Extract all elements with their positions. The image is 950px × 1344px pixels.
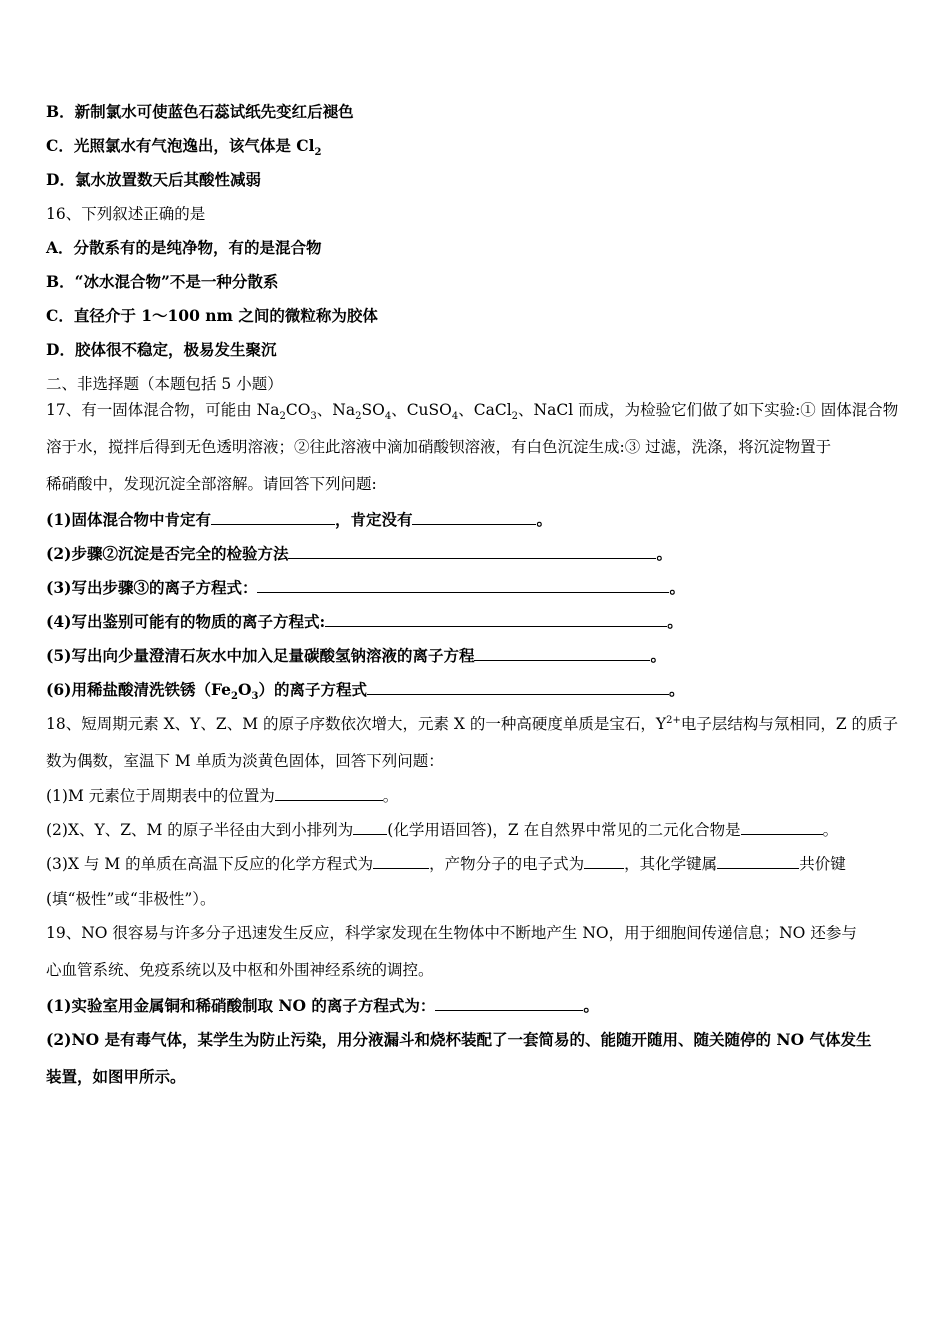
answer-blank[interactable]	[288, 543, 656, 559]
text: 。	[669, 578, 685, 597]
text: (2)X、Y、Z、M 的原子半径由大到小排列为	[46, 821, 354, 839]
text: (填“极性”或“非极性”）。	[46, 890, 216, 908]
text: 19、NO 很容易与许多分子迅速发生反应，科学家发现在生物体中不断地产生 NO，用于细胞间传递信息；NO 还参与	[46, 924, 857, 942]
answer-blank[interactable]	[717, 853, 799, 869]
q15-option-c	[46, 136, 322, 159]
text: 。	[667, 612, 683, 631]
answer-blank[interactable]	[275, 785, 383, 801]
q16-option-c-text: C．直径介于 1～100 nm 之间的微粒称为胶体	[46, 306, 378, 325]
answer-blank[interactable]	[325, 611, 667, 627]
text: ）的离子方程式	[258, 680, 367, 699]
q19-stem-line1	[46, 923, 857, 943]
q16-option-c	[46, 306, 378, 326]
q19-part2-line2	[46, 1067, 186, 1087]
superscript: 2+	[666, 714, 681, 726]
text: 。	[382, 787, 399, 805]
q15-option-b	[46, 102, 354, 122]
text: 、NaCl 而成，为检验它们做了如下实验:① 固体混合物	[518, 401, 899, 419]
text: (1)M 元素位于周期表中的位置为	[46, 787, 275, 805]
subscript: 2	[279, 411, 286, 423]
text: (1)实验室用金属铜和稀硝酸制取 NO 的离子方程式为：	[46, 996, 436, 1015]
q17-stem-line3	[46, 474, 377, 494]
q16-stem	[46, 204, 205, 224]
q16-option-d	[46, 340, 276, 360]
q15-option-d	[46, 170, 261, 190]
section-heading	[46, 374, 283, 394]
answer-blank[interactable]	[435, 995, 583, 1011]
q16-option-a	[46, 238, 322, 258]
answer-blank[interactable]	[474, 645, 650, 661]
q19-part2-line1	[46, 1030, 872, 1050]
text: ，产物分子的电子式为	[429, 855, 585, 873]
answer-blank[interactable]	[353, 819, 387, 835]
q18-part3	[46, 853, 846, 874]
subscript: 4	[384, 411, 392, 423]
q16-option-b-text: B．“冰水混合物”不是一种分散系	[46, 272, 279, 291]
q19-stem-line2	[46, 960, 434, 980]
subscript: 2	[511, 411, 519, 423]
text: SO	[361, 401, 385, 419]
text: O	[237, 680, 252, 699]
q19-part1	[46, 995, 599, 1016]
text: 、CaCl	[458, 401, 512, 419]
q18-stem-line1	[46, 714, 898, 734]
text: (2)步骤②沉淀是否完全的检验方法	[46, 544, 289, 563]
q17-part4	[46, 611, 683, 632]
text: (3)X 与 M 的单质在高温下反应的化学方程式为	[46, 855, 374, 873]
text: (化学用语回答)，Z 在自然界中常见的二元化合物是	[387, 821, 741, 839]
q18-part3-line2	[46, 889, 216, 909]
text: 、Na	[316, 401, 356, 419]
text: 电子层结构与氖相同，Z 的质子	[680, 715, 899, 733]
q15-option-b-text: B．新制氯水可使蓝色石蕊试纸先变红后褪色	[46, 102, 354, 121]
text: 。	[822, 821, 839, 839]
subscript: 2	[355, 411, 362, 423]
answer-blank[interactable]	[367, 679, 669, 695]
q18-stem-line2	[46, 751, 444, 771]
q18-part2	[46, 819, 838, 840]
text: ，其化学键属	[624, 855, 718, 873]
answer-blank[interactable]	[373, 853, 429, 869]
text: 装置，如图甲所示。	[46, 1067, 186, 1086]
text: 、CuSO	[391, 401, 452, 419]
q16-option-a-text: A．分散系有的是纯净物，有的是混合物	[46, 238, 322, 257]
q17-stem-line1	[46, 400, 899, 423]
q16-option-d-text: D．胶体很不稳定，极易发生聚沉	[46, 340, 277, 359]
q15-option-d-text: D．氯水放置数天后其酸性减弱	[46, 170, 261, 189]
text: 。	[668, 680, 685, 699]
text: (4)写出鉴别可能有的物质的离子方程式:	[46, 612, 326, 631]
text: (3)写出步骤③的离子方程式：	[46, 578, 258, 597]
text: (2)NO 是有毒气体，某学生为防止污染，用分液漏斗和烧杯装配了一套简易的、能随开随用、随关随停的 NO 气体发生	[46, 1030, 872, 1049]
text: 18、短周期元素 X、Y、Z、M 的原子序数依次增大，元素 X 的一种高硬度单质是宝石，Y	[46, 715, 667, 733]
q17-part1	[46, 509, 552, 530]
q17-stem-line2	[46, 437, 831, 457]
text: (6)用稀盐酸清洗铁锈（Fe	[46, 680, 231, 699]
answer-blank[interactable]	[412, 509, 536, 525]
subscript: 4	[451, 411, 459, 423]
text: 17、有一固体混合物，可能由 Na	[46, 401, 280, 419]
q17-part6	[46, 679, 685, 703]
text: 溶于水，搅拌后得到无色透明溶液；②往此溶液中滴加硝酸钡溶液，有白色沉淀生成:③ 过滤，洗涤，将沉淀物置于	[46, 438, 832, 456]
q16-stem-text: 16、下列叙述正确的是	[46, 205, 206, 223]
subscript: 2	[230, 691, 238, 703]
text: 共价键	[799, 855, 846, 873]
q18-part1	[46, 785, 398, 806]
text: 。	[536, 510, 552, 529]
text: 稀硝酸中，发现沉淀全部溶解。请回答下列问题:	[46, 475, 377, 493]
text: CO	[285, 401, 311, 419]
answer-blank[interactable]	[584, 853, 624, 869]
text: 心血管系统、免疫系统以及中枢和外围神经系统的调控。	[46, 961, 434, 979]
text: 。	[656, 544, 672, 563]
text: 。	[650, 646, 666, 665]
answer-blank[interactable]	[211, 509, 335, 525]
text: ，肯定没有	[334, 510, 413, 529]
text: (5)写出向少量澄清石灰水中加入足量碳酸氢钠溶液的离子方程	[46, 646, 475, 665]
q17-part5	[46, 645, 666, 666]
answer-blank[interactable]	[741, 819, 823, 835]
subscript: 3	[310, 411, 317, 423]
answer-blank[interactable]	[257, 577, 669, 593]
section-heading-text: 二、非选择题（本题包括 5 小题）	[46, 375, 283, 393]
subscript: 3	[251, 691, 259, 703]
q17-part3	[46, 577, 685, 598]
q15-option-c-text: C．光照氯水有气泡逸出，该气体是 Cl	[46, 136, 315, 155]
q17-part2	[46, 543, 672, 564]
text: (1)固体混合物中肯定有	[46, 510, 211, 529]
text: 。	[583, 996, 599, 1015]
subscript: 2	[314, 147, 322, 159]
text: 数为偶数，室温下 M 单质为淡黄色固体，回答下列问题：	[46, 752, 444, 770]
q16-option-b	[46, 272, 278, 292]
